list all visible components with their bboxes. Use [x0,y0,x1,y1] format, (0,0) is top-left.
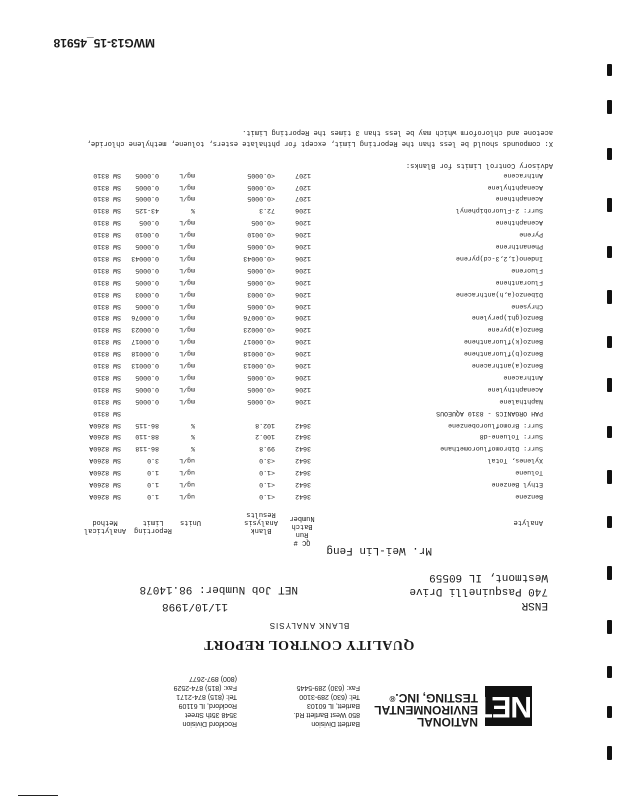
division-line: 850 West Bartlett Rd. [293,711,360,718]
cell-batch: <0.0010 [247,231,275,239]
cell-limit: 0.0005 [135,183,159,191]
cell-analyte: Surr: Dibromofluoromethane [440,445,543,453]
cell-analyst: SW 8310 [93,171,121,179]
cell-method: 1206 [295,374,311,381]
header-result: Blank Analysis Results [244,510,278,534]
cell-batch: 100.2 [255,433,275,441]
cell-analyst: SW 8260A [89,433,121,441]
cell-batch: <0.00043 [243,255,275,262]
cell-analyst: SW 8310 [93,278,121,286]
cell-method: 1206 [295,255,311,262]
client-line: Westmont, IL 60559 [429,571,548,583]
cell-analyst: SW 8310 [93,195,121,203]
cell-analyte: Dibenzo(a,h)anthracene [455,290,543,298]
cell-analyst: SW 8310 [93,207,121,215]
cell-limit: 86-118 [135,445,159,453]
division-line: (800) 897-2677 [189,675,237,682]
cell-analyst: SW 8260A [89,421,121,429]
cell-batch: <0.0005 [247,374,275,381]
cell-analyte: Surr: Bromofluorobenzene [448,421,543,429]
job-number: NET Job Number: 98.14078 [139,583,298,595]
note-line: acetone and chloroform which may be less than 3 times the Reporting Limit. [242,128,553,136]
cell-units: mg/L [179,183,195,191]
report-date: 11/10/1998 [161,600,228,612]
cell-limit: 0.00043 [131,255,159,262]
cell-units: mg/L [179,302,195,310]
margin-mark [607,566,612,580]
attention-line: Mr. Wei-Lin Feng [326,544,432,556]
cell-limit: 0.0005 [135,278,159,286]
cell-analyte: Fluoranthene [495,278,543,286]
cell-method: 1206 [295,266,311,274]
cell-analyte: Ethyl Benzene [491,481,543,489]
division-line: Rockford, IL 61109 [178,702,237,709]
cell-units: mg/L [179,374,195,381]
margin-mark [607,336,612,348]
cell-method: 1206 [295,314,311,322]
cell-batch: <0.0005 [247,183,275,191]
cell-analyst: SW 8310 [93,290,121,298]
cell-method: 1206 [295,362,311,370]
cell-method: 1206 [295,207,311,215]
cell-analyst: SW 8310 [93,243,121,251]
note-line: X: compounds should be less than the Reporting Limit, except for phthalate esters, toluene, methylene chloride, [86,139,553,147]
division-line: 3548 35th Street [185,711,237,718]
cell-analyst: SW 8310 [93,266,121,274]
cell-method: 1206 [295,385,311,393]
cell-batch: 72.3 [259,207,275,215]
cell-analyst: SW 8310 [93,397,121,405]
cell-units: mg/L [179,338,195,346]
registered-mark: ® [389,694,396,703]
cell-analyst: SW 8260A [89,457,121,465]
cell-analyte: Benzo(b)fluoranthene [463,350,543,358]
cell-batch: <0.00013 [243,362,275,370]
cell-batch: <0.0005 [247,243,275,251]
cell-analyte: Benzo(a)pyrene [487,326,543,334]
cell-batch: <0.0005 [247,266,275,274]
bartlett-division [294,683,360,728]
cell-batch: <1.0 [259,481,275,489]
cell-limit: 0.0005 [135,385,159,393]
cell-method: 1206 [295,326,311,334]
cell-method: 1207 [295,171,311,179]
net-logo: NET [485,686,532,726]
cell-analyte: Naphthalene [499,397,543,405]
cell-analyte: Phenanthrene [495,243,543,251]
company-line: TESTING, INC.® [389,691,478,705]
cell-limit: 43-125 [135,207,159,215]
cell-units: mg/L [179,243,195,251]
cell-units: mg/L [179,362,195,370]
cell-analyst: SW 8310 [93,374,121,381]
cell-limit: 0.005 [139,219,159,227]
margin-mark [607,666,612,678]
client-line: 740 Pasquinelli Drive [409,585,548,597]
cell-analyte: Acenaphthene [495,219,543,227]
cell-analyte: Benzo(a)anthracene [471,362,543,370]
cell-analyte: Acenaphthylene [487,385,543,393]
cell-method: 1206 [295,243,311,251]
cell-method: 1206 [295,302,311,310]
division-line: Fax: (630) 289-5445 [296,684,360,691]
margin-mark [607,100,612,114]
margin-mark [607,290,612,304]
advisory-note [87,126,553,170]
cell-analyst: SW 8310 [93,183,121,191]
cell-units: mg/L [179,385,195,393]
header-limit: Reporting Limit [134,518,172,534]
margin-mark [607,426,612,438]
cell-batch: <0.0005 [247,397,275,405]
cell-units: ug/L [179,469,195,477]
client-line: ENSR [521,599,548,611]
cell-limit: 0.00023 [131,326,159,334]
cell-units: ug/L [179,457,195,465]
cell-limit: 1.0 [147,493,159,500]
cell-limit: 0.0005 [135,171,159,179]
cell-method: 3642 [295,421,311,429]
company-name [374,692,478,728]
note-line [87,148,553,159]
division-line: Rockford Division [182,720,237,727]
cell-analyst: SW 8310 [93,219,121,227]
cell-batch: <3.0 [259,457,275,465]
cell-limit: 0.0005 [135,302,159,310]
header-analyte: Analyte [513,518,543,526]
cell-units: % [191,433,195,441]
cell-analyst: SW 8260A [89,481,121,489]
cell-limit: 88-110 [135,433,159,441]
cell-analyst: SW 8310 [93,326,121,334]
cell-method: 1206 [295,338,311,346]
cell-analyst: SW 8310 [93,314,121,322]
cell-method: 3642 [295,433,311,441]
rockford-division [174,674,237,728]
cell-limit: 1.0 [147,469,159,477]
cell-batch: <0.0003 [247,290,275,298]
client-address [409,570,548,612]
cell-method: 1207 [295,195,311,203]
cell-batch: <0.0005 [247,302,275,310]
cell-units: % [191,207,195,215]
cell-units: mg/L [179,255,195,262]
cell-method: 1206 [295,231,311,239]
cell-batch: <0.005 [251,219,275,227]
cell-analyte: Acenaphthylene [487,183,543,191]
cell-analyte: PAH ORGANICS - 8310 AQUEOUS [436,409,543,417]
company-line: NATIONAL [416,715,478,729]
cell-analyst: SW 8310 [93,350,121,358]
cell-analyte: Pyrene [519,231,543,239]
cell-batch: <1.0 [259,469,275,477]
cell-units: mg/L [179,231,195,239]
margin-mark [607,198,612,212]
cell-units: ug/L [179,493,195,500]
cell-batch: <0.00018 [243,350,275,358]
division-line: Fax: (815) 874-2529 [173,684,237,691]
cell-method: 3642 [295,445,311,453]
cell-limit: 0.0010 [135,231,159,239]
cell-limit: 1.0 [147,481,159,489]
cell-limit: 0.00013 [131,362,159,370]
cell-batch: <0.00076 [243,314,275,322]
cell-limit: 0.00018 [131,350,159,358]
cell-batch: <0.00017 [243,338,275,346]
cell-batch: <0.0005 [247,195,275,203]
cell-method: 1207 [295,183,311,191]
cell-limit: 0.0003 [135,290,159,298]
margin-mark [607,64,612,76]
cell-analyte: Surr: 2-Fluorobiphenyl [455,207,543,215]
division-line: Bartlett Division [311,720,360,727]
cell-method: 1206 [295,350,311,358]
cell-analyte: Xylenes, Total [487,457,543,465]
cell-analyte: Anthracene [503,374,543,381]
cell-units: mg/L [179,195,195,203]
margin-mark [607,746,612,760]
division-line: Bartlett, IL 60103 [306,702,360,709]
margin-mark [607,246,612,258]
cell-analyte: Surr: Toluene-d8 [479,433,543,441]
cell-analyst: SW 8310 [93,409,121,417]
cell-analyte: Fluorene [511,266,543,274]
document-id: MWG13-15_45918 [53,36,155,50]
cell-analyte: Chrysene [511,302,543,310]
company-line: ENVIRONMENTAL [374,703,478,717]
cell-limit: 86-115 [135,421,159,429]
cell-method: 3642 [295,493,311,500]
cell-units: % [191,445,195,453]
cell-analyst: SW 8310 [93,231,121,239]
cell-method: 1206 [295,219,311,227]
cell-analyst: SW 8310 [93,385,121,393]
cell-analyte: Benzo(ghi)perylene [471,314,543,322]
cell-units: mg/L [179,326,195,334]
margin-mark [607,148,612,160]
division-line: Tel: (630) 289-3100 [299,693,360,700]
divider [18,795,58,796]
cell-units: mg/L [179,266,195,274]
cell-analyte: Indeno(1,2,3-cd)pyrene [455,255,543,262]
cell-limit: 0.0005 [135,243,159,251]
cell-method: 1206 [295,278,311,286]
cell-batch: 99.8 [259,445,275,453]
cell-batch: <1.0 [259,493,275,500]
cell-batch: <0.0005 [247,385,275,393]
cell-analyst: SW 8310 [93,338,121,346]
cell-limit: 0.0005 [135,266,159,274]
division-line: Tel: (815) 874-2171 [176,693,237,700]
cell-limit: 0.00076 [131,314,159,322]
margin-mark [607,378,612,392]
cell-batch: <0.0005 [247,171,275,179]
report-title: QUALITY CONTROL REPORT [203,637,415,652]
cell-limit: 3.0 [147,457,159,465]
cell-batch: <0.0005 [247,278,275,286]
cell-analyst: SW 8260A [89,493,121,500]
cell-units: ug/L [179,481,195,489]
cell-analyst: SW 8310 [93,362,121,370]
cell-analyst: SW 8260A [89,445,121,453]
margin-mark [607,706,612,718]
margin-mark [607,516,612,528]
cell-analyst: SW 8260A [89,469,121,477]
cell-analyte: Benzo(k)fluoranthene [463,338,543,346]
cell-analyte: Benzene [515,493,543,500]
margin-mark [607,620,612,634]
margin-mark [607,470,612,484]
cell-limit: 0.00017 [131,338,159,346]
note-line: Advisory Control Limits for Blanks: [405,161,553,169]
cell-batch: 102.8 [255,421,275,429]
report-subtitle: BLANK ANALYSIS [268,621,350,630]
header-analyst: Analytical Method [84,518,127,534]
cell-units: mg/L [179,397,195,405]
cell-method: 1206 [295,290,311,298]
cell-units: mg/L [179,290,195,298]
cell-limit: 0.0005 [135,374,159,381]
cell-analyst: SW 8310 [93,255,121,262]
cell-units: mg/L [179,314,195,322]
cell-units: mg/L [179,278,195,286]
cell-analyte: Toluene [515,469,543,477]
cell-method: 3642 [295,481,311,489]
cell-limit: 0.0005 [135,397,159,405]
cell-method: 1206 [295,397,311,405]
cell-batch: <0.00023 [243,326,275,334]
cell-units: mg/L [179,350,195,358]
cell-limit: 0.0005 [135,195,159,203]
cell-units: mg/L [179,171,195,179]
cell-method: 3642 [295,469,311,477]
cell-units: % [191,421,195,429]
cell-units: mg/L [179,219,195,227]
cell-analyte: Acenaphthene [495,195,543,203]
header-units: Units [179,518,201,526]
cell-analyst: SW 8310 [93,302,121,310]
cell-analyte: Anthracene [503,171,543,179]
cell-method: 3642 [295,457,311,465]
header-batch: QC # Run Batch Number [289,514,315,546]
